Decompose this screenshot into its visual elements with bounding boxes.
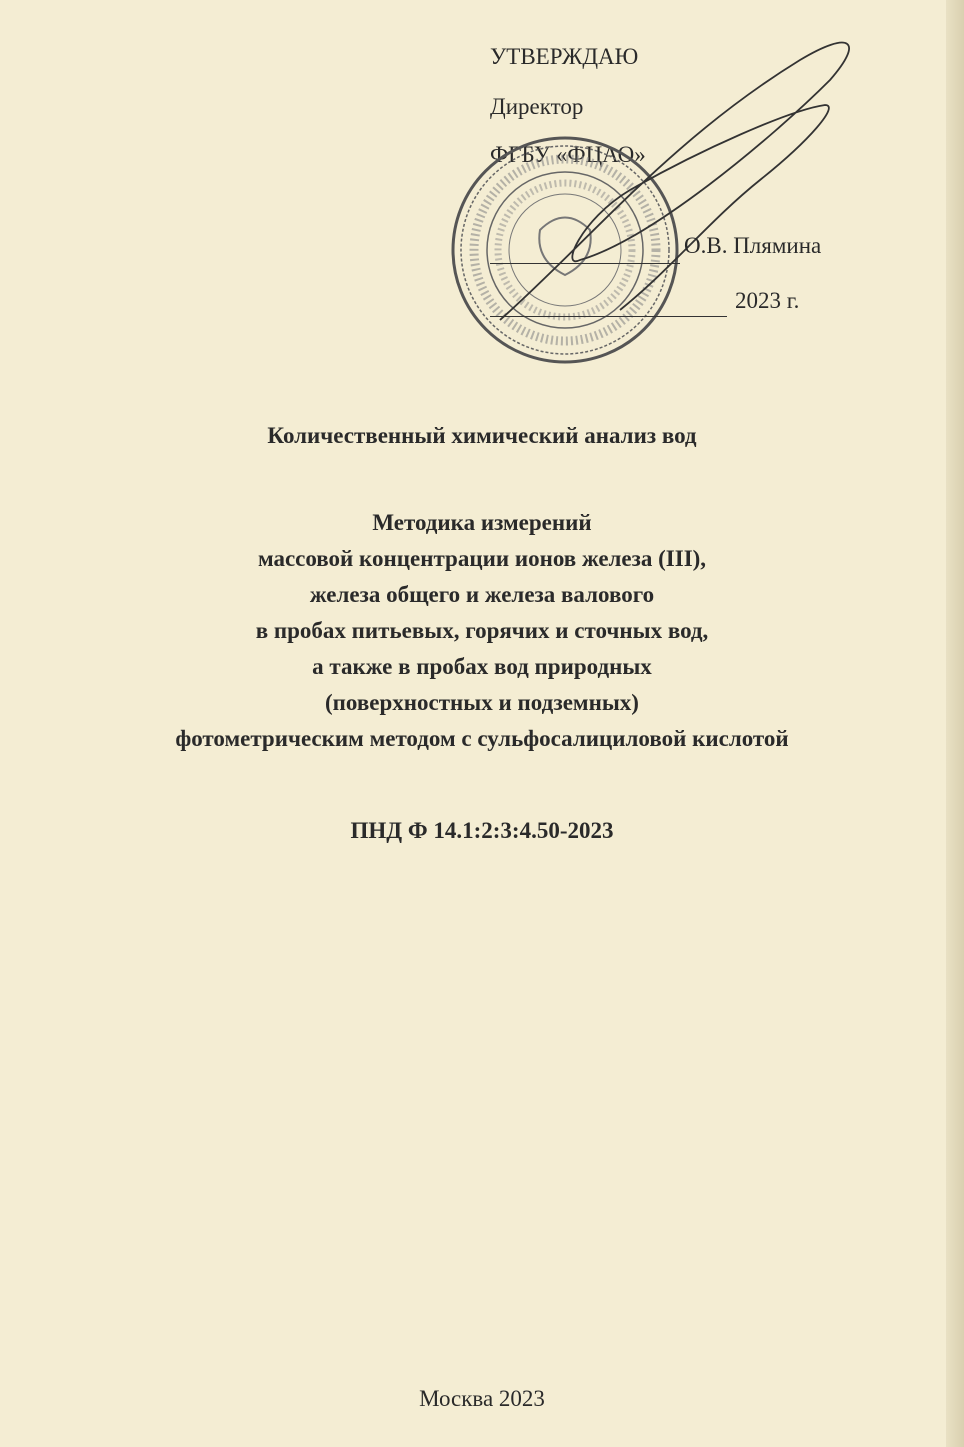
title-line: Методика измерений [372,510,592,535]
document-title [0,505,964,757]
document-code: ПНД Ф 14.1:2:3:4.50-2023 [350,818,614,843]
approval-organization: ФГБУ «ФЦАО» [490,142,646,167]
approval-position: Директор [490,94,584,119]
approval-date: 2023 г. [735,288,800,313]
approval-heading: УТВЕРЖДАЮ [490,44,639,69]
signatory-name: О.В. Плямина [684,233,822,258]
title-line: (поверхностных и подземных) [325,690,639,715]
document-category: Количественный химический анализ вод [267,423,697,448]
title-line: в пробах питьевых, горячих и сточных вод, [255,618,709,643]
title-line: фотометрическим методом с сульфосалициловой кислотой [175,726,789,751]
title-line: а также в пробах вод природных [312,654,652,679]
title-line: массовой концентрации ионов железа (III), [257,546,707,571]
signature-line [490,263,680,264]
date-line [490,316,727,317]
title-line: железа общего и железа валового [309,582,655,607]
place-year: Москва 2023 [419,1386,545,1411]
signature [470,20,890,340]
